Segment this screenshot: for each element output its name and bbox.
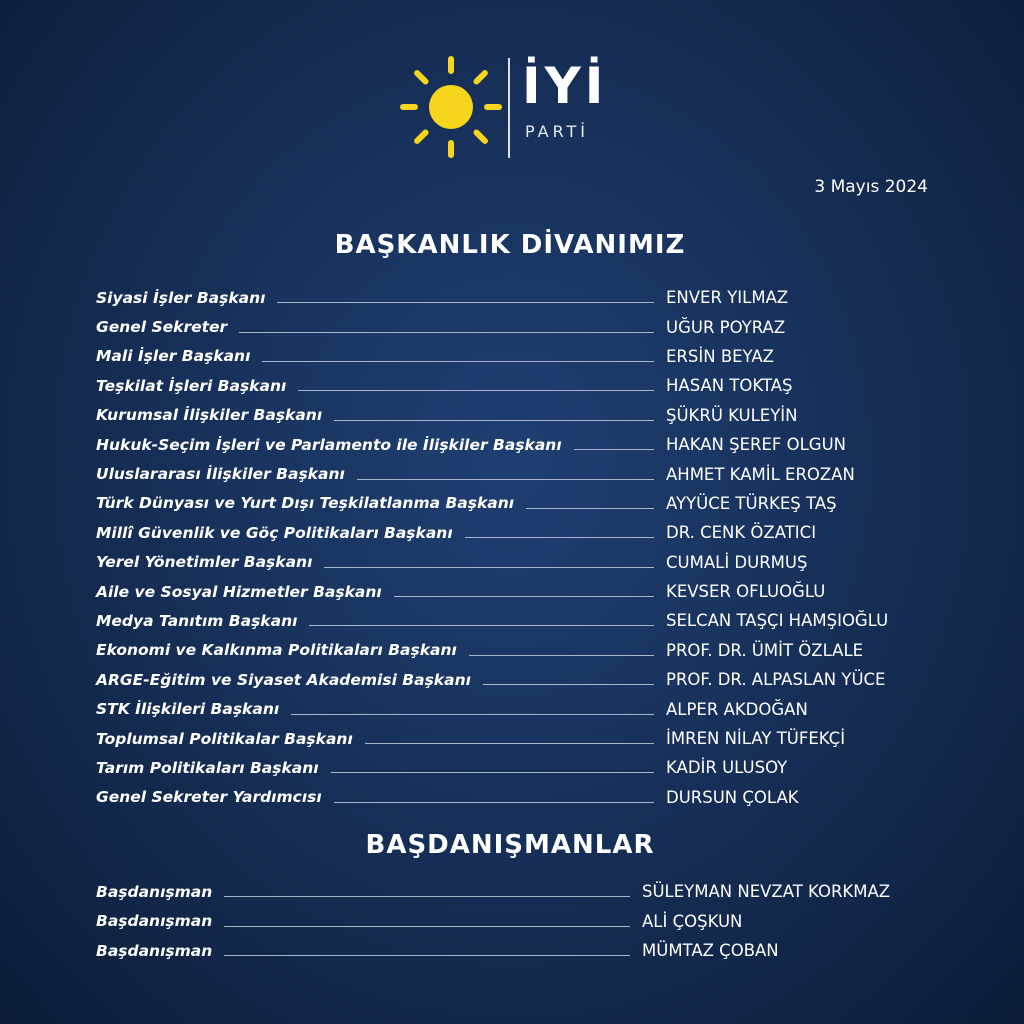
presidency-list — [96, 283, 936, 812]
role-title: Yerel Yönetimler Başkanı — [96, 553, 313, 572]
section-title-presidency: BAŞKANLIK DİVANIMIZ — [334, 230, 686, 260]
person-name: DURSUN ÇOLAK — [666, 787, 799, 807]
logo-subtitle: PARTİ — [525, 122, 590, 141]
role-title: Teşkilat İşleri Başkanı — [96, 376, 287, 395]
section-title-advisors: BAŞDANIŞMANLAR — [365, 830, 655, 860]
role-title: Başdanışman — [96, 912, 213, 931]
list-item — [96, 936, 936, 966]
person-name: AYYÜCE TÜRKEŞ TAŞ — [666, 493, 837, 513]
leader-line — [465, 537, 654, 538]
leader-line — [357, 479, 654, 480]
list-item — [96, 283, 936, 312]
person-name: SÜLEYMAN NEVZAT KORKMAZ — [642, 882, 891, 902]
role-title: Ekonomi ve Kalkınma Politikaları Başkanı — [96, 641, 457, 660]
role-title: Kurumsal İlişkiler Başkanı — [96, 406, 323, 425]
person-name: SELCAN TAŞÇI HAMŞIOĞLU — [666, 611, 889, 631]
leader-line — [365, 743, 654, 744]
role-title: Hukuk-Seçim İşleri ve Parlamento ile İlişkiler Başkanı — [96, 435, 562, 454]
role-title: Mali İşler Başkanı — [96, 347, 251, 366]
role-title: Genel Sekreter Yardımcısı — [96, 788, 322, 807]
role-title: Genel Sekreter — [96, 318, 228, 337]
role-title: STK İlişkileri Başkanı — [96, 700, 280, 719]
list-item — [96, 312, 936, 341]
person-name: ALİ ÇOŞKUN — [642, 911, 743, 931]
person-name: ENVER YILMAZ — [666, 288, 789, 308]
role-title: Türk Dünyası ve Yurt Dışı Teşkilatlanma Başkanı — [96, 494, 515, 513]
role-title: Uluslararası İlişkiler Başkanı — [96, 465, 345, 484]
person-name: HASAN TOKTAŞ — [666, 376, 793, 396]
person-name: HAKAN ŞEREF OLGUN — [666, 435, 847, 455]
logo-wordmark: İYİ — [522, 57, 608, 115]
leader-line — [469, 655, 654, 656]
list-item — [96, 489, 936, 518]
advisors-list — [96, 877, 936, 966]
role-title: Millî Güvenlik ve Göç Politikaları Başkanı — [96, 523, 453, 542]
role-title: Toplumsal Politikalar Başkanı — [96, 729, 353, 748]
list-item — [96, 342, 936, 371]
list-item — [96, 783, 936, 812]
leader-line — [277, 302, 654, 303]
person-name: KEVSER OFLUOĞLU — [666, 582, 826, 602]
leader-line — [239, 332, 654, 333]
list-item — [96, 548, 936, 577]
logo-divider — [508, 58, 510, 158]
role-title: Başdanışman — [96, 882, 213, 901]
person-name: DR. CENK ÖZATICI — [666, 523, 817, 543]
leader-line — [298, 390, 654, 391]
leader-line — [309, 625, 654, 626]
leader-line — [394, 596, 654, 597]
leader-line — [224, 955, 630, 956]
list-item — [96, 430, 936, 459]
person-name: CUMALİ DURMUŞ — [666, 552, 808, 572]
person-name: İMREN NİLAY TÜFEKÇİ — [666, 729, 846, 749]
list-item — [96, 577, 936, 606]
list-item — [96, 606, 936, 635]
role-title: Başdanışman — [96, 941, 213, 960]
list-item — [96, 665, 936, 694]
list-item — [96, 518, 936, 547]
role-title: Aile ve Sosyal Hizmetler Başkanı — [96, 582, 382, 601]
leader-line — [291, 714, 654, 715]
list-item — [96, 907, 936, 937]
leader-line — [526, 508, 654, 509]
list-item — [96, 371, 936, 400]
leader-line — [574, 449, 654, 450]
person-name: PROF. DR. ÜMİT ÖZLALE — [666, 640, 864, 660]
party-logo — [398, 54, 608, 164]
person-name: PROF. DR. ALPASLAN YÜCE — [666, 670, 886, 690]
role-title: Siyasi İşler Başkanı — [96, 288, 266, 307]
role-title: Tarım Politikaları Başkanı — [96, 758, 319, 777]
leader-line — [483, 684, 654, 685]
leader-line — [324, 567, 654, 568]
person-name: AHMET KAMİL EROZAN — [666, 464, 855, 484]
role-title: ARGE-Eğitim ve Siyaset Akademisi Başkanı — [96, 670, 471, 689]
list-item — [96, 724, 936, 753]
leader-line — [224, 926, 630, 927]
person-name: MÜMTAZ ÇOBAN — [642, 941, 779, 961]
list-item — [96, 636, 936, 665]
person-name: UĞUR POYRAZ — [666, 317, 786, 337]
list-item — [96, 401, 936, 430]
list-item — [96, 694, 936, 723]
list-item — [96, 877, 936, 907]
list-item — [96, 753, 936, 782]
leader-line — [331, 772, 654, 773]
person-name: ALPER AKDOĞAN — [666, 699, 808, 719]
person-name: KADİR ULUSOY — [666, 758, 788, 778]
leader-line — [334, 802, 654, 803]
role-title: Medya Tanıtım Başkanı — [96, 611, 298, 630]
sun-icon — [398, 54, 504, 160]
person-name: ERSİN BEYAZ — [666, 346, 774, 366]
leader-line — [224, 896, 630, 897]
person-name: ŞÜKRÜ KULEYİN — [666, 405, 798, 425]
list-item — [96, 459, 936, 488]
leader-line — [334, 420, 654, 421]
leader-line — [262, 361, 654, 362]
publication-date: 3 Mayıs 2024 — [814, 177, 928, 197]
